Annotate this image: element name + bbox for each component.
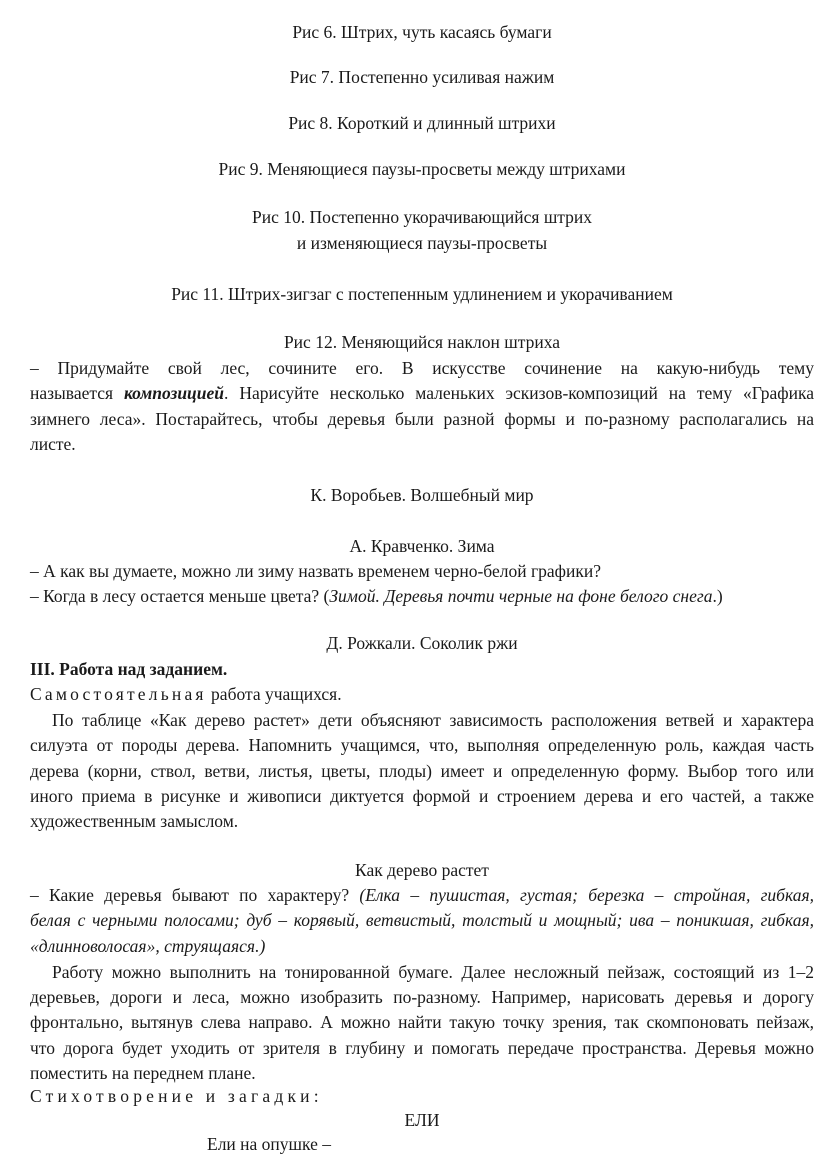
caption-fig10-line2: и изменяющиеся паузы-просветы <box>296 233 548 253</box>
poem-title: ЕЛИ <box>404 1110 440 1130</box>
forest-paragraph-line4: листе. <box>30 434 76 454</box>
table-paragraph-line2: силуэта от породы дерева. Напомнить учащимся, что, выполняя определенную роль, каждая часть <box>30 735 814 755</box>
dialog-question-1: – А как вы думаете, можно ли зиму назвать временем черно-белой графики? <box>30 561 601 581</box>
independent-work-spaced: Самостоятельная <box>30 684 207 704</box>
term-composition: композицией <box>123 383 225 403</box>
table-paragraph-line3: дерева (корни, ствол, ветви, листья, цветы, плоды) имеет и определенную форму. Выбор того или <box>30 761 814 781</box>
work-paragraph-line1: Работу можно выполнить на тонированной бумаге. Далее несложный пейзаж, состоящий из 1–2 <box>52 962 814 982</box>
poems-heading: Стихотворение и загадки: <box>30 1086 323 1106</box>
section-heading: III. Работа над заданием. <box>30 659 228 679</box>
forest-paragraph-line2: называется композицией. Нарисуйте несколько маленьких эскизов-композиций на тему «Графика <box>30 383 814 403</box>
artwork-title-1: К. Воробьев. Волшебный мир <box>310 485 534 505</box>
forest-paragraph-line3: зимнего леса». Постарайтесь, чтобы деревья были разной формы и по-разному располагались на <box>30 409 814 429</box>
table-paragraph-line5: художественным замыслом. <box>30 811 239 831</box>
table-paragraph-line1: По таблице «Как дерево растет» дети объясняют зависимость расположения ветвей и характера <box>52 710 814 730</box>
caption-fig11: Рис 11. Штрих-зигзаг с постепенным удлинением и укорачиванием <box>171 284 673 304</box>
dialog-answer-2: Зимой. Деревья почти черные на фоне белого снега <box>329 586 713 606</box>
forest-paragraph-line1: – Придумайте свой лес, сочините его. В искусстве сочинение на какую-нибудь тему <box>30 358 814 378</box>
work-paragraph-line3: фронтально, вытянув слева направо. А можно найти такую точку зрения, так скомпоновать пейзаж, <box>30 1012 814 1032</box>
caption-fig10-line1: Рис 10. Постепенно укорачивающийся штрих <box>251 207 593 227</box>
caption-fig12: Рис 12. Меняющийся наклон штриха <box>283 332 561 352</box>
dialog-question-2: – Когда в лесу остается меньше цвета? (Зимой. Деревья почти черные на фоне белого снега.) <box>30 586 723 606</box>
work-paragraph-line4: что дорога будет уходить от зрителя в глубину и помогать передаче пространства. Деревья можно <box>30 1038 814 1058</box>
poem-line-1: Ели на опушке – <box>207 1134 331 1154</box>
trees-paragraph-line2: белая с черными полосами; дуб – корявый, ветвистый, толстый и мощный; ива – поникшая, гибкая, <box>30 910 814 930</box>
caption-fig8: Рис 8. Короткий и длинный штрихи <box>288 113 556 133</box>
caption-fig7: Рис 7. Постепенно усиливая нажим <box>289 67 555 87</box>
work-paragraph-line5: поместить на переднем плане. <box>30 1063 256 1083</box>
caption-fig6: Рис 6. Штрих, чуть касаясь бумаги <box>292 22 552 42</box>
caption-fig9: Рис 9. Меняющиеся паузы-просветы между штрихами <box>218 159 626 179</box>
artwork-title-2: А. Кравченко. Зима <box>349 536 495 556</box>
trees-paragraph-line3: «длинноволосая», струящаяся.) <box>30 936 266 956</box>
trees-paragraph-line1: – Какие деревья бывают по характеру? (Елка – пушистая, густая; березка – стройная, гибкая, <box>30 885 814 905</box>
table-title: Как дерево растет <box>355 860 489 880</box>
work-paragraph-line2: деревьев, дороги и леса, можно изобразить по-разному. Например, нарисовать деревья и дорогу <box>30 987 814 1007</box>
table-paragraph-line4: иного приема в рисунке и живописи диктуется формой и строением дерева и его частей, а также <box>30 786 814 806</box>
independent-work-line: Самостоятельная работа учащихся. <box>30 684 342 704</box>
artwork-title-3: Д. Рожкали. Соколик ржи <box>326 633 518 653</box>
